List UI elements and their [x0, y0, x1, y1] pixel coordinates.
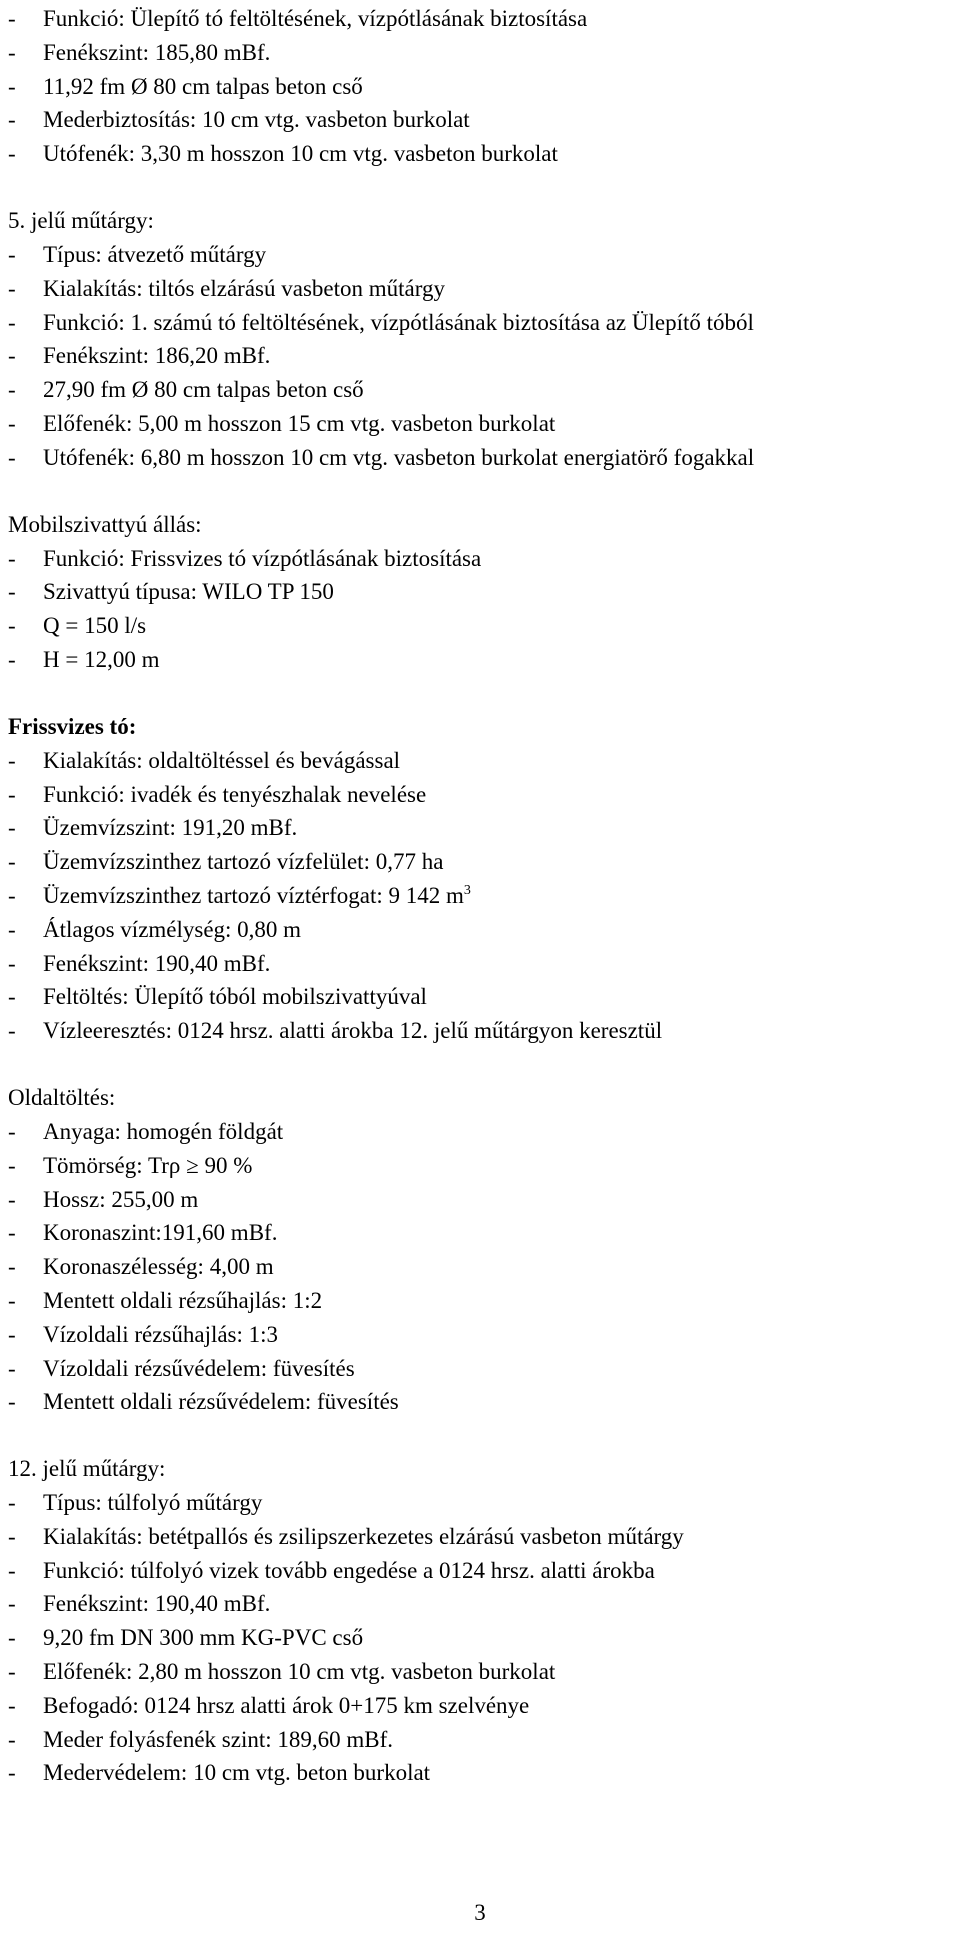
list-dash: -	[8, 1321, 16, 1347]
list-item-text-volume	[43, 879, 471, 913]
list-item-text: Funkció: Ülepítő tó feltöltésének, vízpótlásának biztosítása	[43, 6, 588, 31]
list-dash: -	[8, 1389, 16, 1415]
list-item-text: Mederbiztosítás: 10 cm vtg. vasbeton burkolat	[43, 107, 470, 133]
list-item	[8, 609, 960, 643]
list-item	[8, 980, 960, 1014]
list-dash: -	[8, 984, 16, 1010]
section-heading: Frissvizes tó:	[8, 713, 137, 739]
section-heading: Mobilszivattyú állás:	[8, 511, 202, 537]
list-item	[8, 811, 960, 845]
list-dash: -	[8, 747, 16, 773]
list-dash: -	[8, 410, 16, 436]
section-structure-12	[8, 1452, 960, 1790]
list-item	[8, 1689, 960, 1723]
list-item	[8, 407, 960, 441]
list-dash: -	[8, 1726, 16, 1752]
list-item	[8, 1587, 960, 1621]
list-item-text: H = 12,00 m	[43, 646, 160, 672]
list-item-text: Előfenék: 2,80 m hosszon 10 cm vtg. vasbeton burkolat	[43, 1659, 556, 1685]
list-dash: -	[8, 1591, 16, 1617]
list-item	[8, 70, 960, 104]
section-heading: Oldaltöltés:	[8, 1084, 116, 1110]
list-item	[8, 1318, 960, 1352]
list-item-text: Q = 150 l/s	[43, 613, 147, 639]
list-dash: -	[8, 1625, 16, 1651]
list-dash: -	[8, 1692, 16, 1718]
volume-text: Üzemvízszinthez tartozó víztérfogat: 9 142 m	[43, 882, 464, 908]
list-item	[8, 947, 960, 981]
spacer	[8, 1048, 960, 1081]
list-dash: -	[8, 241, 16, 267]
list-item	[8, 1655, 960, 1689]
list-item-text: Kialakítás: oldaltöltéssel és bevágással	[43, 747, 401, 773]
list-dash: -	[8, 39, 16, 65]
spacer	[8, 677, 960, 710]
list-item	[8, 238, 960, 272]
list-item	[8, 845, 960, 879]
list-dash: -	[8, 916, 16, 942]
list-item-text: Üzemvízszinthez tartozó vízfelület: 0,77 ha	[43, 849, 444, 875]
page-number: 3	[474, 1900, 486, 1925]
list-dash: -	[8, 1557, 16, 1583]
list-item-text: Utófenék: 3,30 m hosszon 10 cm vtg. vasbeton burkolat	[43, 141, 558, 167]
list-item-text: Vízoldali rézsűhajlás: 1:3	[43, 1321, 279, 1347]
list-dash: -	[8, 882, 16, 908]
list-dash: -	[8, 579, 16, 605]
list-dash: -	[8, 1355, 16, 1381]
list-item	[8, 1014, 960, 1048]
list-dash: -	[8, 309, 16, 335]
list-item-text: Fenékszint: 190,40 mBf.	[43, 1591, 271, 1617]
list-dash: -	[8, 6, 16, 31]
spacer	[8, 1419, 960, 1452]
section-heading: 5. jelű műtárgy:	[8, 207, 154, 233]
list-item	[8, 103, 960, 137]
list-dash: -	[8, 1659, 16, 1685]
list-item	[8, 1284, 960, 1318]
list-item-text: Mentett oldali rézsűvédelem: füvesítés	[43, 1389, 399, 1415]
list-item	[8, 744, 960, 778]
section-ulepito-continuation	[8, 0, 960, 171]
list-item-text: Típus: átvezető műtárgy	[43, 241, 267, 267]
list-dash: -	[8, 781, 16, 807]
list-item	[8, 339, 960, 373]
list-item	[8, 1756, 960, 1790]
list-item-text: Szivattyú típusa: WILO TP 150	[43, 579, 334, 605]
list-item-text: 27,90 fm Ø 80 cm talpas beton cső	[43, 377, 364, 403]
section-side-embankment	[8, 1081, 960, 1419]
list-item	[8, 306, 960, 340]
list-dash: -	[8, 1523, 16, 1549]
list-item-text: Anyaga: homogén földgát	[43, 1118, 284, 1144]
list-item	[8, 913, 960, 947]
list-item-text: Hossz: 255,00 m	[43, 1186, 199, 1212]
list-item-text: Feltöltés: Ülepítő tóból mobilszivattyúval	[43, 984, 427, 1010]
list-item-text: Kialakítás: betétpallós és zsilipszerkezetes elzárású vasbeton műtárgy	[43, 1523, 684, 1549]
list-item	[8, 879, 960, 913]
list-item-text: Funkció: ivadék és tenyészhalak nevelése	[43, 781, 427, 807]
list-dash: -	[8, 73, 16, 99]
list-item-text: Átlagos vízmélység: 0,80 m	[43, 916, 302, 942]
list-dash: -	[8, 950, 16, 976]
list-item-text: Vízleeresztés: 0124 hrsz. alatti árokba 12. jelű műtárgyon keresztül	[43, 1018, 663, 1044]
list-item-text: Fenékszint: 185,80 mBf.	[43, 39, 271, 65]
list-dash: -	[8, 1186, 16, 1212]
list-dash: -	[8, 141, 16, 167]
list-item	[8, 1216, 960, 1250]
list-dash: -	[8, 1220, 16, 1246]
list-dash: -	[8, 377, 16, 403]
list-item	[8, 373, 960, 407]
list-item	[8, 36, 960, 70]
list-dash: -	[8, 1018, 16, 1044]
list-item	[8, 2, 960, 36]
list-dash: -	[8, 275, 16, 301]
list-dash: -	[8, 1254, 16, 1280]
list-item	[8, 441, 960, 475]
list-dash: -	[8, 1152, 16, 1178]
list-item	[8, 1352, 960, 1386]
list-item-text: Üzemvízszint: 191,20 mBf.	[43, 815, 298, 841]
list-item-text: Funkció: túlfolyó vizek tovább engedése a 0124 hrsz. alatti árokba	[43, 1557, 655, 1583]
list-item	[8, 542, 960, 576]
list-item	[8, 1486, 960, 1520]
list-item-text: 11,92 fm Ø 80 cm talpas beton cső	[43, 73, 363, 99]
list-dash: -	[8, 1760, 16, 1786]
list-item	[8, 1385, 960, 1419]
list-item-text: Utófenék: 6,80 m hosszon 10 cm vtg. vasbeton burkolat energiatörő fogakkal	[43, 444, 755, 470]
list-dash: -	[8, 849, 16, 875]
list-dash: -	[8, 545, 16, 571]
list-item-text: 9,20 fm DN 300 mm KG-PVC cső	[43, 1625, 364, 1651]
list-item-text: Mentett oldali rézsűhajlás: 1:2	[43, 1287, 323, 1313]
list-item	[8, 575, 960, 609]
list-dash: -	[8, 613, 16, 639]
list-item-text: Koronaszint:191,60 mBf.	[43, 1220, 278, 1246]
list-item-text: Fenékszint: 190,40 mBf.	[43, 950, 271, 976]
list-item	[8, 1250, 960, 1284]
list-item-text: Tömörség: Trρ ≥ 90 %	[43, 1152, 253, 1178]
list-item-text: Típus: túlfolyó műtárgy	[43, 1490, 263, 1516]
list-item-text: Medervédelem: 10 cm vtg. beton burkolat	[43, 1760, 431, 1786]
list-item	[8, 1183, 960, 1217]
list-dash: -	[8, 646, 16, 672]
list-dash: -	[8, 1490, 16, 1516]
list-dash: -	[8, 444, 16, 470]
list-item-text: Kialakítás: tiltós elzárású vasbeton műtárgy	[43, 275, 445, 301]
list-item-text: Befogadó: 0124 hrsz alatti árok 0+175 km szelvénye	[43, 1692, 530, 1718]
list-item-text: Előfenék: 5,00 m hosszon 15 cm vtg. vasbeton burkolat	[43, 410, 556, 436]
list-item	[8, 1621, 960, 1655]
document-body	[8, 0, 960, 1790]
list-item	[8, 1520, 960, 1554]
list-item	[8, 1554, 960, 1588]
spacer	[8, 475, 960, 508]
list-item	[8, 643, 960, 677]
list-item-text: Funkció: Frissvizes tó vízpótlásának biztosítása	[43, 545, 482, 571]
list-item-text: Meder folyásfenék szint: 189,60 mBf.	[43, 1726, 394, 1752]
list-dash: -	[8, 343, 16, 369]
list-item-text: Fenékszint: 186,20 mBf.	[43, 343, 271, 369]
list-item-text: Funkció: 1. számú tó feltöltésének, vízpótlásának biztosítása az Ülepítő tóból	[43, 309, 754, 335]
list-item	[8, 1149, 960, 1183]
section-fresh-water-pond	[8, 710, 960, 1048]
list-item-text: Koronaszélesség: 4,00 m	[43, 1254, 274, 1280]
volume-unit-superscript: 3	[463, 882, 471, 898]
list-dash: -	[8, 1287, 16, 1313]
list-item	[8, 1115, 960, 1149]
section-structure-5	[8, 204, 960, 475]
list-item-text: Vízoldali rézsűvédelem: füvesítés	[43, 1355, 355, 1381]
section-heading: 12. jelű műtárgy:	[8, 1456, 166, 1482]
list-item	[8, 137, 960, 171]
list-dash: -	[8, 1118, 16, 1144]
section-mobile-pump	[8, 508, 960, 677]
list-item	[8, 1723, 960, 1757]
spacer	[8, 171, 960, 204]
list-item	[8, 778, 960, 812]
list-dash: -	[8, 107, 16, 133]
list-dash: -	[8, 815, 16, 841]
list-item	[8, 272, 960, 306]
